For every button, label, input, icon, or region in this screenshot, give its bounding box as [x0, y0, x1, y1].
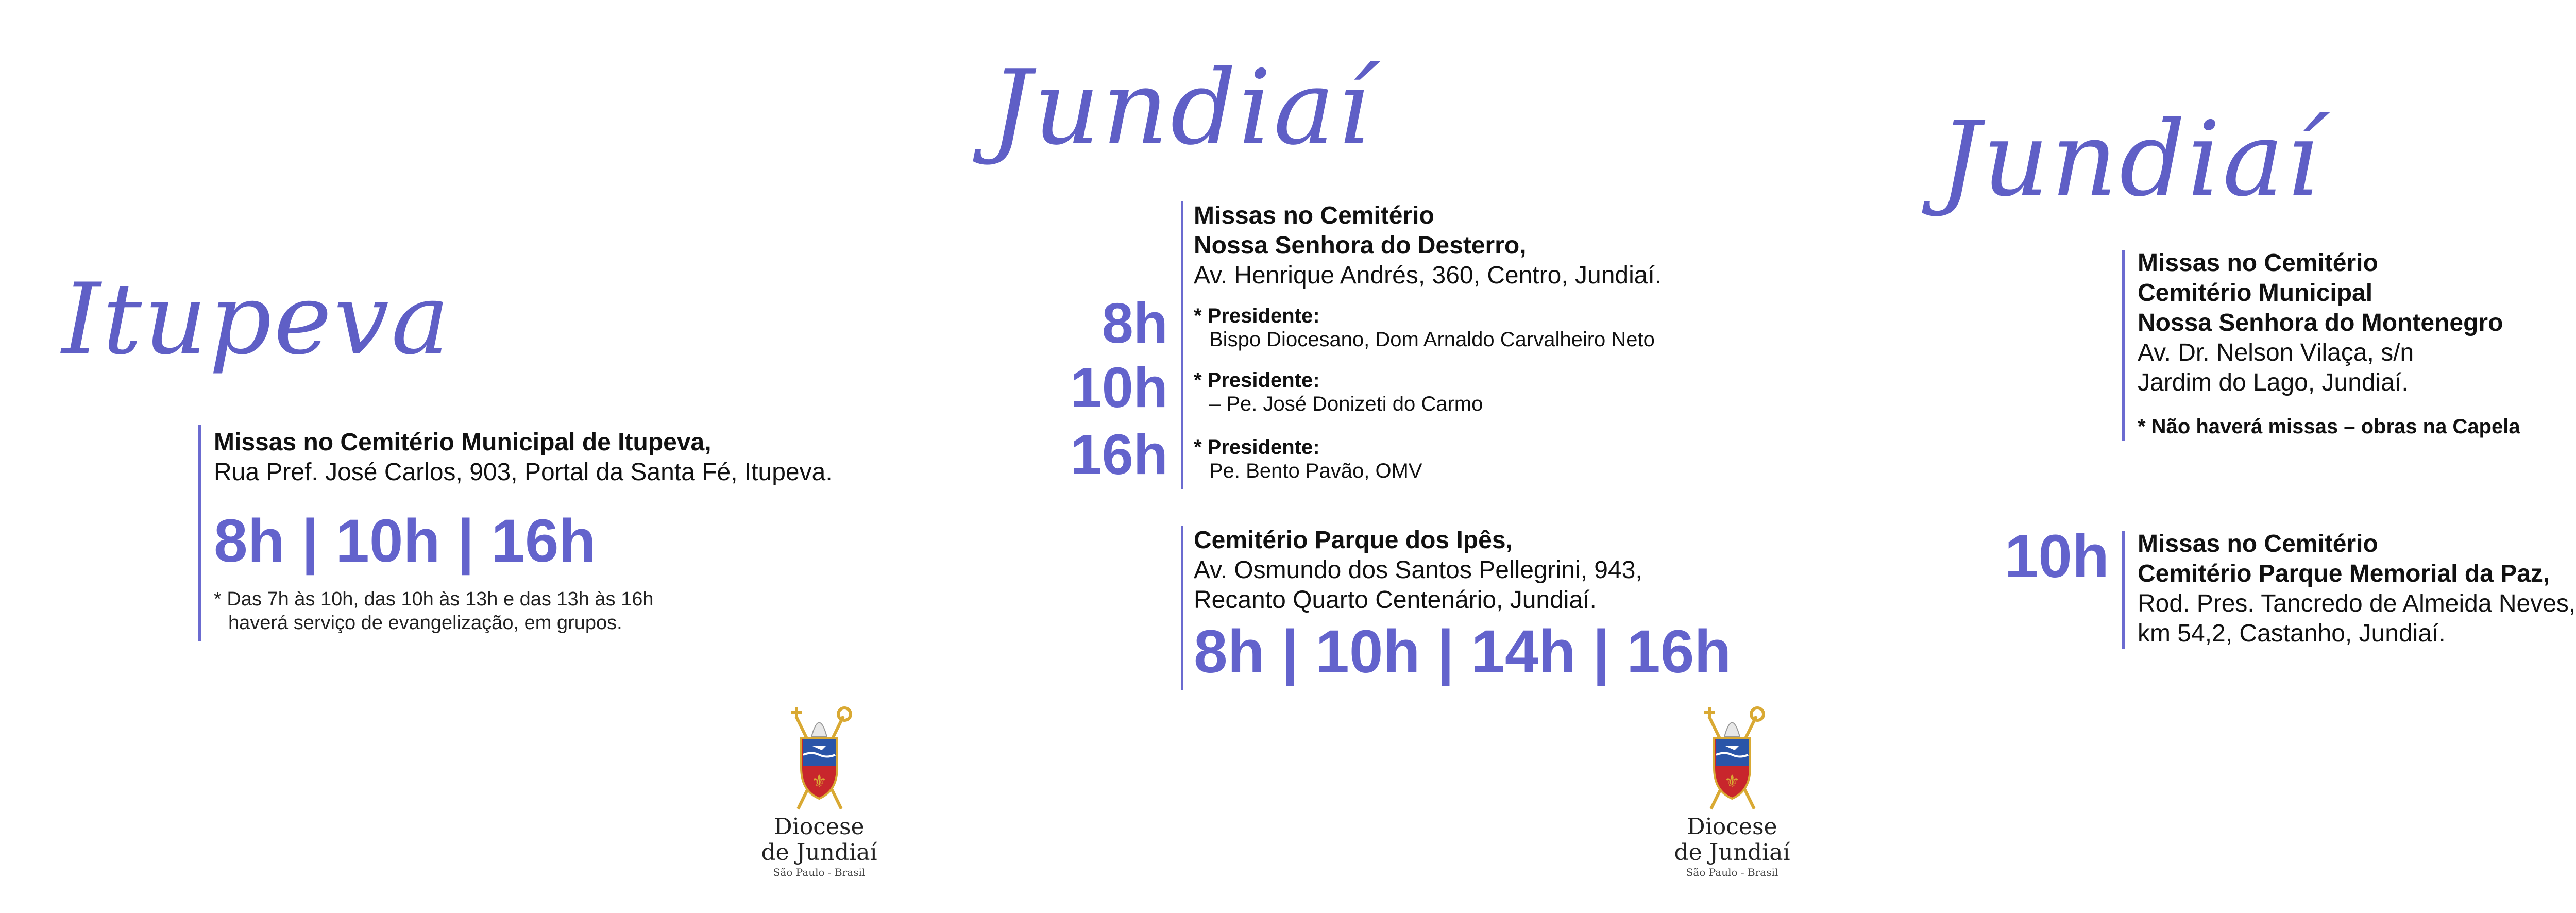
city-script-title: Itupeva: [62, 262, 452, 376]
cemetery-info: [214, 428, 833, 487]
memorial-info: [2138, 529, 2575, 649]
montenegro-address-line-1: Av. Dr. Nelson Vilaça, s/n: [2138, 339, 2414, 366]
accent-bar-top: [1181, 201, 1183, 489]
cemetery-address: Rua Pref. José Carlos, 903, Portal da Santa Fé, Itupeva.: [214, 459, 833, 486]
cemetery-title-line-1: Missas no Cemitério: [1194, 202, 1434, 229]
schedule-time-2: 10h: [1070, 356, 1168, 419]
montenegro-title-line-1: Missas no Cemitério: [2138, 249, 2378, 277]
second-cemetery-address-line-2: Recanto Quarto Centenário, Jundiaí.: [1194, 586, 1597, 614]
logo-name-line-2: de Jundiaí: [1674, 839, 1790, 866]
schedule-president-2: [1194, 368, 1483, 416]
logo-name-line-2: de Jundiaí: [761, 839, 877, 866]
panel-jundiai-desterro: [913, 0, 1826, 913]
accent-bar-bottom: [1181, 526, 1183, 690]
no-mass-note: * Não haverá missas – obras na Capela: [2138, 415, 2520, 438]
city-script-title: Jundiaí: [1939, 99, 2321, 219]
svg-text:⚜: ⚜: [811, 771, 827, 792]
president-label: * Presidente:: [1194, 436, 1320, 459]
memorial-title-line-1: Missas no Cemitério: [2138, 530, 2378, 557]
diocese-logo: [2568, 706, 2576, 879]
president-name: Bispo Diocesano, Dom Arnaldo Carvalheiro Neto: [1209, 328, 1655, 351]
memorial-address-line-2: km 54,2, Castanho, Jundiaí.: [2138, 620, 2446, 647]
panel-jundiai-montenegro: [1826, 0, 2576, 913]
president-label: * Presidente:: [1194, 305, 1320, 327]
coat-of-arms-icon: [1693, 706, 1771, 814]
logo-subtitle: São Paulo - Brasil: [1686, 866, 1778, 878]
second-cemetery-title: Cemitério Parque dos Ipês,: [1194, 527, 1513, 554]
logo-name-line-1: Diocese: [1687, 814, 1777, 840]
memorial-title-line-2: Cemitério Parque Memorial da Paz,: [2138, 560, 2550, 587]
mass-times: 8h | 10h | 16h: [214, 507, 596, 575]
schedule-time-1: 8h: [1101, 292, 1168, 355]
president-label: * Presidente:: [1194, 369, 1320, 392]
montenegro-info: [2138, 248, 2503, 398]
svg-text:⚜: ⚜: [1724, 771, 1740, 792]
logo-subtitle: [2568, 866, 2576, 879]
president-name: – Pe. José Donizeti do Carmo: [1209, 393, 1483, 415]
cemetery-info: [1194, 201, 1662, 291]
schedule-time-3: 16h: [1070, 423, 1168, 486]
coat-of-arms-icon: [781, 706, 858, 814]
memorial-mass-time: 10h: [2004, 522, 2109, 590]
second-cemetery-address-line-1: Av. Osmundo dos Santos Pellegrini, 943,: [1194, 556, 1642, 584]
diocese-logo: [1655, 706, 1809, 879]
accent-bar-bottom: [2122, 531, 2125, 649]
accent-bar: [198, 425, 201, 641]
diocese-logo: [742, 706, 896, 879]
logo-name-line-2: [2568, 840, 2576, 866]
memorial-address-line-1: Rod. Pres. Tancredo de Almeida Neves,: [2138, 590, 2576, 617]
schedule-president-1: [1194, 304, 1655, 351]
cemetery-title-line-2: Nossa Senhora do Desterro,: [1194, 232, 1527, 259]
cemetery-address: Av. Henrique Andrés, 360, Centro, Jundiaí.: [1194, 262, 1662, 289]
logo-name-line-1: Diocese: [774, 814, 865, 840]
evangelization-note: [214, 587, 654, 635]
schedule-president-3: [1194, 435, 1422, 483]
note-line-2: haverá serviço de evangelização, em grupos.: [228, 612, 622, 634]
montenegro-address-line-2: Jardim do Lago, Jundiaí.: [2138, 369, 2409, 396]
montenegro-title-line-3: Nossa Senhora do Montenegro: [2138, 309, 2503, 336]
panel-itupeva: [0, 0, 913, 913]
montenegro-title-line-2: Cemitério Municipal: [2138, 279, 2373, 307]
second-mass-times: 8h | 10h | 14h | 16h: [1194, 618, 1732, 686]
second-cemetery-info: [1194, 526, 1642, 615]
note-line-1: * Das 7h às 10h, das 10h às 13h e das 13h às 16h: [214, 588, 654, 610]
city-script-title: Jundiaí: [990, 48, 1372, 168]
accent-bar-top: [2122, 250, 2125, 441]
logo-name-line-1: [2568, 814, 2576, 840]
president-name: Pe. Bento Pavão, OMV: [1209, 460, 1422, 482]
cemetery-title: Missas no Cemitério Municipal de Itupeva,: [214, 429, 711, 456]
logo-subtitle: São Paulo - Brasil: [773, 866, 866, 878]
